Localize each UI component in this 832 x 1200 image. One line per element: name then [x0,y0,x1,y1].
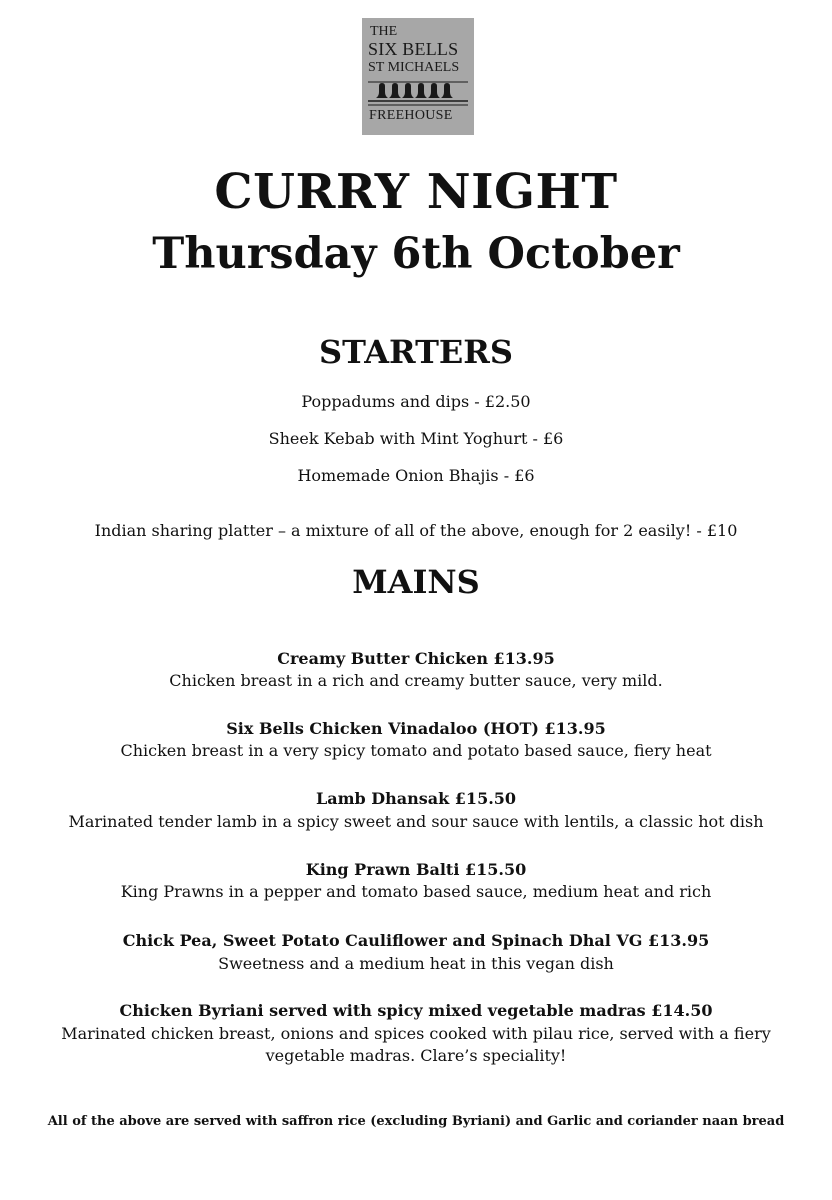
event-date: Thursday 6th October [152,229,680,279]
pub-logo [362,18,474,135]
logo-line-location: ST MICHAELS [368,60,460,75]
logo-line-the: THE [370,24,398,39]
dish-description: Chicken breast in a very spicy tomato and potato based sauce, fiery heat [120,741,712,760]
dish-name: Creamy Butter Chicken £13.95 [277,649,555,668]
dish-description: Marinated tender lamb in a spicy sweet and sour sauce with lentils, a classic hot dish [68,812,764,831]
dish-name: Chick Pea, Sweet Potato Cauliflower and Spinach Dhal VG £13.95 [122,931,710,950]
dish-name: Six Bells Chicken Vinadaloo (HOT) £13.95 [226,719,606,738]
mains-heading: MAINS [352,563,480,601]
logo-line-name: SIX BELLS [368,39,459,59]
starters-heading: STARTERS [319,333,513,371]
starter-item: Poppadums and dips - £2.50 [301,392,531,411]
dish-description: King Prawns in a pepper and tomato based sauce, medium heat and rich [120,882,712,901]
dish-description: Sweetness and a medium heat in this vegan dish [218,954,614,973]
dish-name: Lamb Dhansak £15.50 [315,789,517,808]
dish-description: Marinated chicken breast, onions and spices cooked with pilau rice, served with a fiery [61,1024,771,1043]
menu-footnote: All of the above are served with saffron rice (excluding Byriani) and Garlic and coriander naan bread [47,1114,785,1129]
starter-item: Homemade Onion Bhajis - £6 [297,466,535,485]
starter-item: Sheek Kebab with Mint Yoghurt - £6 [268,429,564,448]
event-title: CURRY NIGHT [214,164,618,220]
dish-name: King Prawn Balti £15.50 [305,860,527,879]
dish-description: Chicken breast in a rich and creamy butter sauce, very mild. [169,671,663,690]
starter-item-platter: Indian sharing platter – a mixture of all of the above, enough for 2 easily! - £10 [94,521,738,540]
logo-line-freehouse: FREEHOUSE [369,108,453,123]
dish-name: Chicken Byriani served with spicy mixed vegetable madras £14.50 [119,1001,713,1020]
dish-description: vegetable madras. Clare’s speciality! [265,1046,567,1065]
